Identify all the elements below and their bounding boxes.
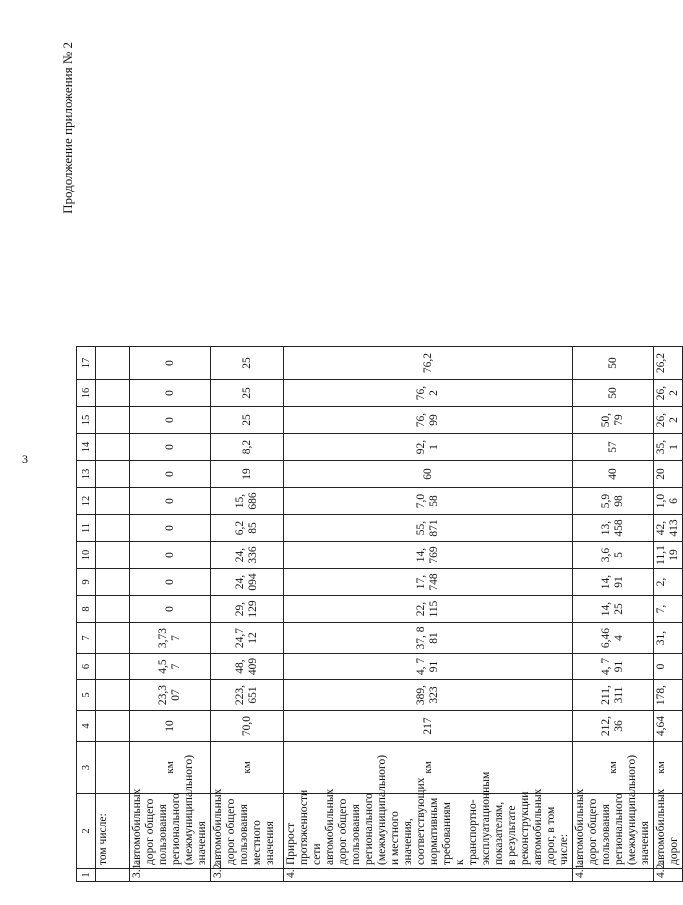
value-cell: 10 (130, 711, 211, 742)
value-cell: 0 (130, 596, 211, 623)
value-cell: 15,686 (211, 488, 284, 515)
header-cell: 8 (77, 596, 96, 623)
unit-cell: км (130, 742, 211, 794)
row-number (96, 869, 130, 882)
header-cell: 13 (77, 461, 96, 488)
value-cell (96, 407, 130, 434)
value-cell: 0 (130, 515, 211, 542)
value-cell: 24, 094 (211, 569, 284, 596)
header-row (77, 347, 96, 882)
row-name: Прирост протяженности сети автомобильных дорог общего пользования регионального (межмуниципального) и местного значения, соответствующих нормативным требованиям к транспортно-эксплуатационным показателям, в результате реконструкции автомобильных дорог, в том числе: (284, 794, 573, 869)
value-cell: 14, 25 (573, 596, 654, 623)
unit-cell: км (284, 742, 573, 794)
value-cell (96, 347, 130, 380)
value-cell: 26,2 (654, 347, 683, 380)
value-cell: 212,36 (573, 711, 654, 742)
value-cell: 42,413 (654, 515, 683, 542)
value-cell: 57 (573, 434, 654, 461)
header-cell: 1 (77, 869, 96, 882)
value-cell: 4,57 (130, 654, 211, 680)
page-number: 3 (22, 452, 28, 466)
value-cell: 29, 129 (211, 596, 284, 623)
table-row (284, 347, 573, 882)
value-cell: 13,458 (573, 515, 654, 542)
value-cell: 50 (573, 380, 654, 407)
value-cell: 55,871 (284, 515, 573, 542)
value-cell (96, 596, 130, 623)
value-cell: 25 (211, 380, 284, 407)
rotated-page-content (60, 42, 680, 882)
value-cell: 5,998 (573, 488, 654, 515)
value-cell: 76,2 (284, 347, 573, 380)
row-name: автомобильных дорог общего пользования регионального (межмуниципального) значения (130, 794, 211, 869)
value-cell: 70,0 (211, 711, 284, 742)
value-cell: 2, (654, 569, 683, 596)
value-cell: 37, 881 (284, 623, 573, 654)
row-name: том числе: (96, 794, 130, 869)
value-cell: 25 (211, 347, 284, 380)
row-name: автомобильных дорог общего пользования регионального (межмуниципального) значения (573, 794, 654, 869)
value-cell: 4, 791 (284, 654, 573, 680)
header-cell: 9 (77, 569, 96, 596)
value-cell: 31, (654, 623, 683, 654)
value-cell (96, 623, 130, 654)
value-cell: 6,285 (211, 515, 284, 542)
value-cell (96, 488, 130, 515)
indicators-table (76, 346, 683, 882)
header-cell: 12 (77, 488, 96, 515)
row-name: автомобильных дорог общего пользования местного значения (211, 794, 284, 869)
header-cell: 5 (77, 680, 96, 711)
value-cell (96, 654, 130, 680)
value-cell: 24,336 (211, 542, 284, 569)
table-row (130, 347, 211, 882)
value-cell (96, 569, 130, 596)
value-cell: 223, 651 (211, 680, 284, 711)
header-cell: 2 (77, 794, 96, 869)
value-cell: 3,737 (130, 623, 211, 654)
table-row (211, 347, 284, 882)
value-cell (96, 380, 130, 407)
value-cell: 14, 91 (573, 569, 654, 596)
value-cell: 60 (284, 461, 573, 488)
value-cell: 76,99 (284, 407, 573, 434)
value-cell: 389, 323 (284, 680, 573, 711)
value-cell: 0 (130, 434, 211, 461)
value-cell: 8,2 (211, 434, 284, 461)
value-cell (96, 711, 130, 742)
appendix-caption: Продолжение приложения № 2 (60, 42, 75, 214)
value-cell: 40 (573, 461, 654, 488)
value-cell: 14,769 (284, 542, 573, 569)
value-cell: 0 (130, 407, 211, 434)
value-cell (96, 515, 130, 542)
value-cell: 0 (130, 488, 211, 515)
value-cell: 0 (130, 542, 211, 569)
header-cell: 7 (77, 623, 96, 654)
value-cell: 26,2 (654, 407, 683, 434)
value-cell: 50,79 (573, 407, 654, 434)
value-cell: 76,2 (284, 380, 573, 407)
value-cell: 178, (654, 680, 683, 711)
value-cell: 19 (211, 461, 284, 488)
value-cell: 7, (654, 596, 683, 623)
value-cell: 0 (130, 461, 211, 488)
header-cell: 10 (77, 542, 96, 569)
value-cell: 50 (573, 347, 654, 380)
value-cell: 1,06 (654, 488, 683, 515)
value-cell: 217 (284, 711, 573, 742)
value-cell: 23,307 (130, 680, 211, 711)
value-cell: 3,65 (573, 542, 654, 569)
value-cell (96, 461, 130, 488)
table-row (96, 347, 130, 882)
value-cell (96, 434, 130, 461)
value-cell: 24,712 (211, 623, 284, 654)
row-number: 4.1. (573, 869, 654, 882)
header-cell: 16 (77, 380, 96, 407)
unit-cell: км (654, 742, 683, 794)
value-cell: 92,1 (284, 434, 573, 461)
header-cell: 15 (77, 407, 96, 434)
value-cell: 22, 115 (284, 596, 573, 623)
value-cell: 17, 748 (284, 569, 573, 596)
unit-cell: км (573, 742, 654, 794)
value-cell: 0 (130, 347, 211, 380)
header-cell: 3 (77, 742, 96, 794)
value-cell: 20 (654, 461, 683, 488)
value-cell (96, 542, 130, 569)
value-cell: 0 (130, 380, 211, 407)
header-cell: 11 (77, 515, 96, 542)
unit-cell (96, 742, 130, 794)
table-row (654, 347, 683, 882)
value-cell: 4,64 (654, 711, 683, 742)
value-cell: 35,1 (654, 434, 683, 461)
value-cell: 26,2 (654, 380, 683, 407)
unit-cell: км (211, 742, 284, 794)
value-cell: 6,464 (573, 623, 654, 654)
value-cell: 211, 311 (573, 680, 654, 711)
value-cell: 0 (130, 569, 211, 596)
value-cell: 0 (654, 654, 683, 680)
value-cell: 25 (211, 407, 284, 434)
row-number: 3.2. (211, 869, 284, 882)
row-number: 4. (284, 869, 573, 882)
value-cell: 11,119 (654, 542, 683, 569)
row-number: 4.2. (654, 869, 683, 882)
value-cell (96, 680, 130, 711)
header-cell: 14 (77, 434, 96, 461)
value-cell: 7,058 (284, 488, 573, 515)
value-cell: 4, 791 (573, 654, 654, 680)
value-cell: 48, 409 (211, 654, 284, 680)
table-row (573, 347, 654, 882)
header-cell: 17 (77, 347, 96, 380)
header-cell: 6 (77, 654, 96, 680)
header-cell: 4 (77, 711, 96, 742)
row-name: автомобильных дорог (654, 794, 683, 869)
row-number: 3.1. (130, 869, 211, 882)
